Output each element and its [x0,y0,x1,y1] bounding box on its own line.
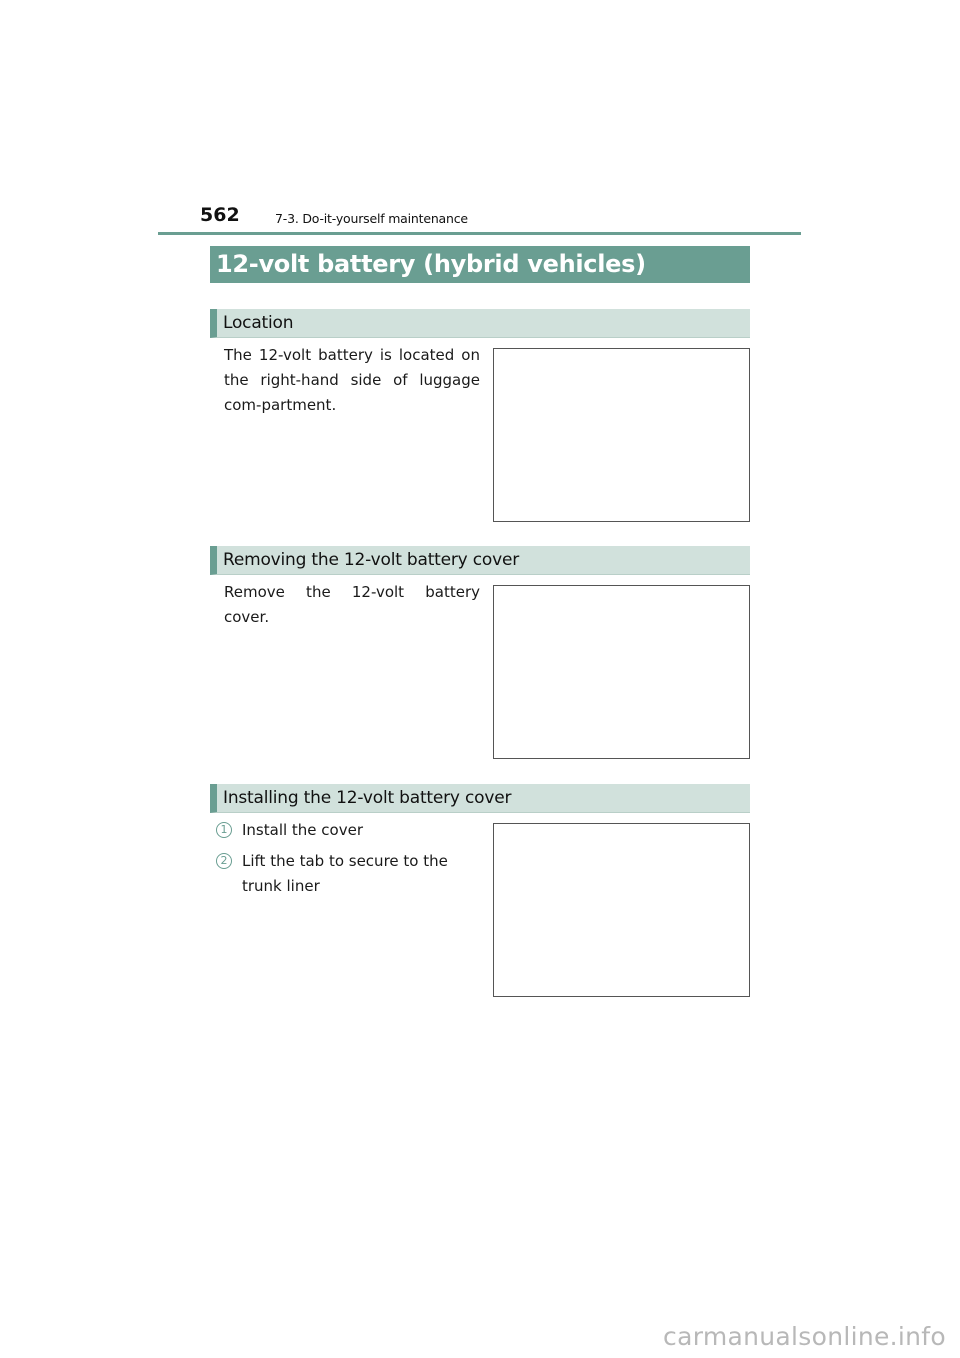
section-heading-installing: Installing the 12-volt battery cover [210,784,750,813]
installing-figure [493,823,750,997]
section-heading-location: Location [210,309,750,338]
page-number: 562 [200,204,240,226]
section-heading-removing: Removing the 12-volt battery cover [210,546,750,575]
removing-text: Remove the 12-volt battery cover. [224,583,480,626]
location-figure [493,348,750,522]
step-number-icon: 1 [216,822,232,838]
removing-figure [493,585,750,759]
install-step [216,849,480,899]
running-head: 7-3. Do-it-yourself maintenance [275,211,468,226]
step-text: Lift the tab to secure to the trunk liner [242,852,448,895]
step-number-icon: 2 [216,853,232,869]
header-rule [158,232,801,235]
page-title: 12-volt battery (hybrid vehicles) [210,246,750,283]
watermark: carmanualsonline.info [663,1322,946,1351]
install-step [216,818,480,843]
step-text: Install the cover [242,821,364,839]
location-text: The 12-volt battery is located on the right-hand side of luggage com-partment. [224,346,480,414]
